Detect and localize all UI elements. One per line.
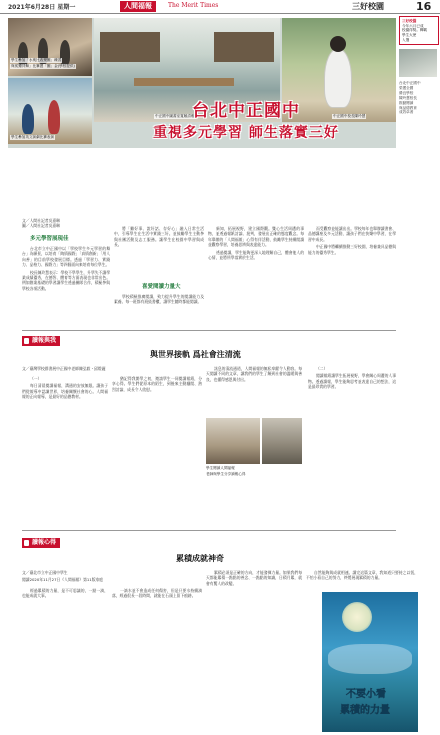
reading-table	[134, 78, 234, 86]
article-column	[206, 366, 302, 414]
page-number: 16	[416, 0, 432, 13]
paragraph: 經過累積的力量，是不可思議的，一點一滴，也能成就大事。	[22, 588, 108, 599]
bookshelf	[214, 32, 274, 62]
book-title: 累積的力量	[340, 705, 390, 716]
paragraph: 閱讀報紙讓學生拓展視野，學會關心周遭的人事物。透過讀報，學生能夠思考並表達自己的想法，這是最珍貴的學習。	[308, 373, 396, 390]
section-title: 累積成就神奇	[176, 554, 224, 563]
sidebar-photo	[399, 49, 437, 77]
sidebar-notes	[399, 81, 439, 115]
sidebar-tag-title: 三好校園	[402, 19, 417, 23]
sidebar-note: 台北中正國中	[399, 81, 421, 86]
sidebar-tag-line: 入選	[402, 37, 410, 42]
photo-caption: 老師與學生分享讀報心得	[206, 472, 246, 476]
article-column	[22, 376, 108, 526]
section-byline: 閱讀2020年11月27日《人間福報》第11版家庭	[22, 577, 104, 582]
brand-logo: 人間福報	[120, 1, 156, 12]
section-title: 與世界接軌 爲社會注清流	[150, 350, 241, 359]
sidebar-tagbox	[399, 16, 439, 45]
paragraph: 每日清晨閱讀福報，溝通的安放無限。讓孩子們從報導中認識世界，培養關懷社會的心。人間福報的正向報導，是最好的品德教材。	[22, 383, 108, 400]
article-byline	[22, 218, 60, 228]
paragraph: 校長陳玲慧表示：學校不學學生，升學失不讓學業成績優秀，在德智、體育等方面表現也非常出色。例如創業基礎的學習讓學生透過團隊合作，積極參與學校各項活動。	[22, 269, 110, 291]
sidebar-tag-line: 學生大使	[402, 33, 417, 38]
headline-block	[76, 100, 416, 143]
photo-caption: 與孤獨共舞」比賽獲「團」金(學校提供)	[11, 64, 75, 68]
photo-caption: 學生閱讀人間福報	[206, 466, 235, 470]
paragraph: 台北市立中正國中以「學校學生多元學習的舞台」為願景，以培育「陶情國際」「真情創新」「用人向善」的目前學校發展目標。透過「學習力、實踐力、品格力、國際力」等四個面向來培育每位學生。	[22, 246, 110, 268]
article-column	[22, 588, 108, 728]
book-title: 不要小看	[346, 689, 386, 700]
right-sidebar	[399, 16, 439, 251]
student-figure	[48, 100, 60, 134]
bookshelf	[100, 32, 160, 62]
paragraph: 猶記得我開學之初，邀請學生一同閱讀報紙，分享心得。學生們從原本的陌生，到後來主動翻閱、熱烈討論，成長令人欣慰。	[112, 376, 202, 392]
article-subhead: 多元學習展現佳	[30, 236, 69, 242]
paragraph: 累積必須是正確的方向，才能發揮力量。如果我們每天都能累積一點點的善念、一點點的知識，日積月累，就會有驚人的改變。	[206, 570, 302, 586]
photo-teacher-sharing	[262, 418, 302, 464]
principal-head	[330, 36, 346, 52]
headline: 台北中正國中	[192, 101, 300, 121]
paragraph: （二）	[316, 366, 328, 371]
sidebar-note: 與品德教育	[399, 105, 417, 110]
article-column	[308, 366, 396, 526]
sidebar-tag-line: 今年六月已成	[402, 23, 424, 28]
article-column	[308, 226, 396, 324]
paragraph: 將「難好事、說好話、存好心」融入日常生活中，引導學生在生活中實踐三好。並鼓勵學生主動參與社團活動及志工服務。讓學生在校園中學習與成長。	[114, 226, 204, 248]
photo-caption: 學生參加「水奧比改樂團」練習	[11, 58, 62, 62]
paragraph: 一滴水並不會造成任何傷害，但是只要水持續滴落，經過很長一段時間，就能在石頭上留下痕跡。	[112, 588, 202, 599]
section-name: 三好校園	[352, 2, 384, 11]
photo-dance-performance	[8, 18, 92, 76]
cloud-illustration	[328, 644, 412, 674]
brand-english: The Merit Times	[168, 2, 219, 9]
sidebar-note: 成效卓著	[399, 110, 414, 115]
section-tag: 讀報心得	[22, 538, 60, 548]
article-column	[114, 226, 204, 282]
section-byline: 文／臺北市立中正國中學生	[22, 570, 68, 575]
sidebar-note: 優良學校	[399, 91, 414, 96]
paragraph: 訊息的清流通道，人間福報的無私奉獻令人動容。每天閱讀不同的文章，讓我們的學生了解到社會的溫暖與善良，也懂得感恩與付出。	[206, 366, 302, 382]
photo-students-reading	[206, 418, 260, 464]
book-cover-illustration	[322, 592, 418, 732]
section-byline: 文／臺灣學校群書展中正國中老師陳弘毅・邱燈麗	[22, 366, 106, 371]
paragraph: 新知，拓展視野，建立國際觀。雙心生活周遭的事物，並透過報紙討論、批判，發展出正確的態度觀念。每年舉辦的「人間福報」心得有伴活動，鼓勵學生持續閱讀並觀察學習，培養思辨與表達能力。	[208, 226, 304, 248]
subheadline: 重視多元學習 師生落實三好	[153, 124, 339, 141]
article-column	[208, 226, 304, 324]
byline-line: 圖／人間社記者吳嘉琳	[22, 223, 60, 229]
article-column	[206, 570, 302, 728]
principal-figure	[324, 48, 352, 108]
issue-date: 2021年6月28日 星期一	[8, 4, 76, 11]
article-column	[306, 570, 418, 590]
page-header	[0, 0, 440, 14]
section-divider	[22, 330, 396, 331]
sidebar-note: 榮獲全國	[399, 86, 414, 91]
paragraph: （一）	[30, 376, 42, 381]
article-column	[22, 246, 110, 324]
student-figure	[22, 104, 34, 134]
photo-caption: 學生參加英文演劇比賽表演	[11, 135, 55, 139]
byline-line: 文／人間社記者吳嘉琳	[22, 218, 60, 223]
sidebar-tag-line: 校園得獎。轉載	[402, 28, 428, 33]
paragraph: 透過閱讀，學生能夠更深入地理解自己，體會他人的心情，並將所學落實於生活。	[208, 249, 304, 260]
paragraph: 中正國中將繼續推動三好校園，培養兼具品德與能力的優秀學生。	[308, 244, 396, 255]
paragraph: 學校積極推廣閱讀，致力提升學生的閱讀能力及素養。每一班都有班級書櫃，讓學生隨時都能閱讀。	[114, 294, 204, 305]
section-divider	[22, 530, 396, 531]
article-column	[112, 588, 202, 728]
moon-illustration	[342, 602, 372, 632]
article-subhead: 喜愛閱讀力量大	[142, 284, 181, 290]
sidebar-note: 推動閱讀	[399, 100, 414, 105]
section-tag: 讀報與我	[22, 336, 60, 346]
article-column	[114, 294, 204, 324]
photo-caption: 中正國中圖書室寬敞清雅	[155, 114, 195, 118]
photo-caption: 中正國中校長陳玲慧	[333, 114, 366, 118]
sidebar-note: 陳玲慧校長	[399, 95, 417, 100]
article-column	[112, 376, 202, 526]
paragraph: 而受觀察並能讓出出。學校每年也舉辦讀書會、品德講座及多元活動，讓孩子們在快樂中學習，在學習中成長。	[308, 226, 396, 242]
paragraph: 自然能夠與成就相連。讀完這篇文章，我知道只要持之以恆，不怕小看自己的努力，終將展現累積的力量。	[306, 570, 418, 581]
